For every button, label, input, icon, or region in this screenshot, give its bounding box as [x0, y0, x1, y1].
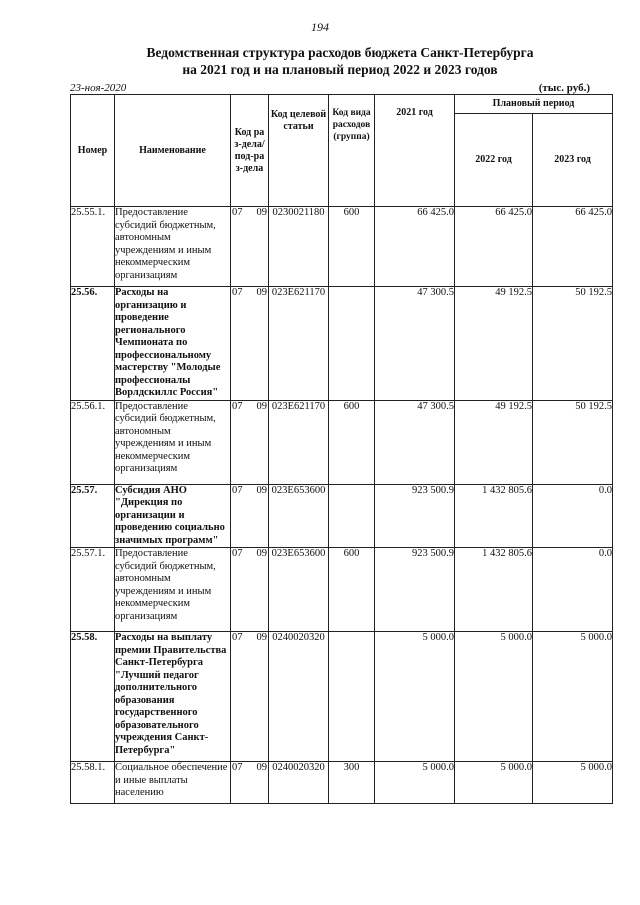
- row-section-code: [231, 762, 269, 804]
- row-name: Предоставление субсидий бюджетным, автономным учреждениям и иным некоммерческим организациям: [115, 207, 231, 287]
- row-target-code: 023Е653600: [269, 548, 329, 632]
- section-code: 07: [232, 287, 243, 298]
- section-code: 07: [232, 762, 243, 773]
- row-number: 25.58.1.: [71, 762, 115, 804]
- row-name: Субсидия АНО "Дирекция по организации и проведению социально значимых программ": [115, 484, 231, 548]
- row-section-code: [231, 207, 269, 287]
- subsection-code: 09: [256, 400, 267, 412]
- header-2023: 2023 год: [533, 114, 613, 207]
- row-target-code: 0240020320: [269, 632, 329, 762]
- header-number: Номер: [71, 95, 115, 207]
- table-row: [71, 207, 613, 287]
- table-row: [71, 287, 613, 401]
- row-section-code: [231, 484, 269, 548]
- row-amount-2022: 49 192.5: [455, 287, 533, 401]
- section-code: 07: [232, 400, 243, 412]
- row-expense-type: [329, 287, 375, 401]
- subsection-code: 09: [256, 632, 267, 643]
- row-name: Предоставление субсидий бюджетным, автономным учреждениям и иным некоммерческим организациям: [115, 548, 231, 632]
- row-amount-2022: 5 000.0: [455, 632, 533, 762]
- row-target-code: 023Е653600: [269, 484, 329, 548]
- subsection-code: 09: [256, 287, 267, 298]
- section-code: 07: [232, 207, 243, 218]
- row-target-code: 0240020320: [269, 762, 329, 804]
- section-code: 07: [232, 632, 243, 643]
- row-expense-type: 600: [329, 548, 375, 632]
- header-expense-type: Код вида расходов (группа): [329, 95, 375, 207]
- row-amount-2022: 1 432 805.6: [455, 548, 533, 632]
- row-expense-type: 600: [329, 400, 375, 484]
- document-date: 23-ноя-2020: [70, 82, 127, 94]
- row-section-code: [231, 548, 269, 632]
- title-line-1: Ведомственная структура расходов бюджета Санкт-Петербурга: [146, 45, 534, 60]
- row-amount-2022: 1 432 805.6: [455, 484, 533, 548]
- table-row: [71, 400, 613, 484]
- table-row: [71, 548, 613, 632]
- row-target-code: 023Е621170: [269, 287, 329, 401]
- row-name: Социальное обеспечение и иные выплаты населению: [115, 762, 231, 804]
- header-section-text: Код раз-дела/ под-раз-дела: [234, 126, 265, 174]
- row-expense-type: [329, 632, 375, 762]
- table-row: [71, 484, 613, 548]
- row-number: 25.57.: [71, 484, 115, 548]
- row-amount-2021: 5 000.0: [375, 632, 455, 762]
- header-section-code: [231, 95, 269, 207]
- header-plan-period: Плановый период: [455, 95, 613, 114]
- row-expense-type: 300: [329, 762, 375, 804]
- row-name: Расходы на организацию и проведение регионального Чемпионата по профессиональному мастерству "Молодые профессионалы Ворлдскиллс Россия": [115, 287, 231, 401]
- row-amount-2022: 5 000.0: [455, 762, 533, 804]
- document-title: [60, 44, 620, 78]
- row-amount-2022: 49 192.5: [455, 400, 533, 484]
- row-amount-2021: 923 500.9: [375, 548, 455, 632]
- row-amount-2021: 923 500.9: [375, 484, 455, 548]
- section-code: 07: [232, 548, 243, 559]
- table-body: [71, 207, 613, 804]
- title-line-2: на 2021 год и на плановый период 2022 и 2023 годов: [182, 62, 498, 77]
- row-number: 25.56.1.: [71, 400, 115, 484]
- page-number: 194: [311, 20, 329, 34]
- row-target-code: 0230021180: [269, 207, 329, 287]
- row-amount-2021: 47 300.5: [375, 287, 455, 401]
- row-amount-2021: 66 425.0: [375, 207, 455, 287]
- row-amount-2023: 0.0: [533, 548, 613, 632]
- row-amount-2022: 66 425.0: [455, 207, 533, 287]
- row-amount-2023: 50 192.5: [533, 287, 613, 401]
- subsection-code: 09: [256, 762, 267, 773]
- budget-table: [70, 94, 613, 804]
- unit-label: (тыс. руб.): [538, 82, 590, 94]
- table-row: [71, 632, 613, 762]
- subsection-code: 09: [256, 207, 267, 218]
- row-number: 25.55.1.: [71, 207, 115, 287]
- header-2021: 2021 год: [375, 95, 455, 207]
- row-amount-2023: 0.0: [533, 484, 613, 548]
- header-target-code: Код целевой статьи: [269, 95, 329, 207]
- row-expense-type: 600: [329, 207, 375, 287]
- row-section-code: [231, 400, 269, 484]
- row-amount-2021: 5 000.0: [375, 762, 455, 804]
- subsection-code: 09: [256, 484, 267, 496]
- row-section-code: [231, 632, 269, 762]
- row-name: Расходы на выплату премии Правительства Санкт-Петербурга "Лучший педагог дополнительного образования государственного образовательного учреждения Санкт-Петербурга": [115, 632, 231, 762]
- section-code: 07: [232, 484, 243, 496]
- row-expense-type: [329, 484, 375, 548]
- row-target-code: 023Е621170: [269, 400, 329, 484]
- header-2022: 2022 год: [455, 114, 533, 207]
- table-row: [71, 762, 613, 804]
- row-number: 25.56.: [71, 287, 115, 401]
- row-amount-2023: 5 000.0: [533, 632, 613, 762]
- row-section-code: [231, 287, 269, 401]
- subsection-code: 09: [256, 548, 267, 559]
- row-number: 25.58.: [71, 632, 115, 762]
- row-amount-2021: 47 300.5: [375, 400, 455, 484]
- header-name: Наименование: [115, 95, 231, 207]
- row-amount-2023: 50 192.5: [533, 400, 613, 484]
- row-name: Предоставление субсидий бюджетным, автономным учреждениям и иным некоммерческим организациям: [115, 400, 231, 484]
- row-amount-2023: 66 425.0: [533, 207, 613, 287]
- row-number: 25.57.1.: [71, 548, 115, 632]
- row-amount-2023: 5 000.0: [533, 762, 613, 804]
